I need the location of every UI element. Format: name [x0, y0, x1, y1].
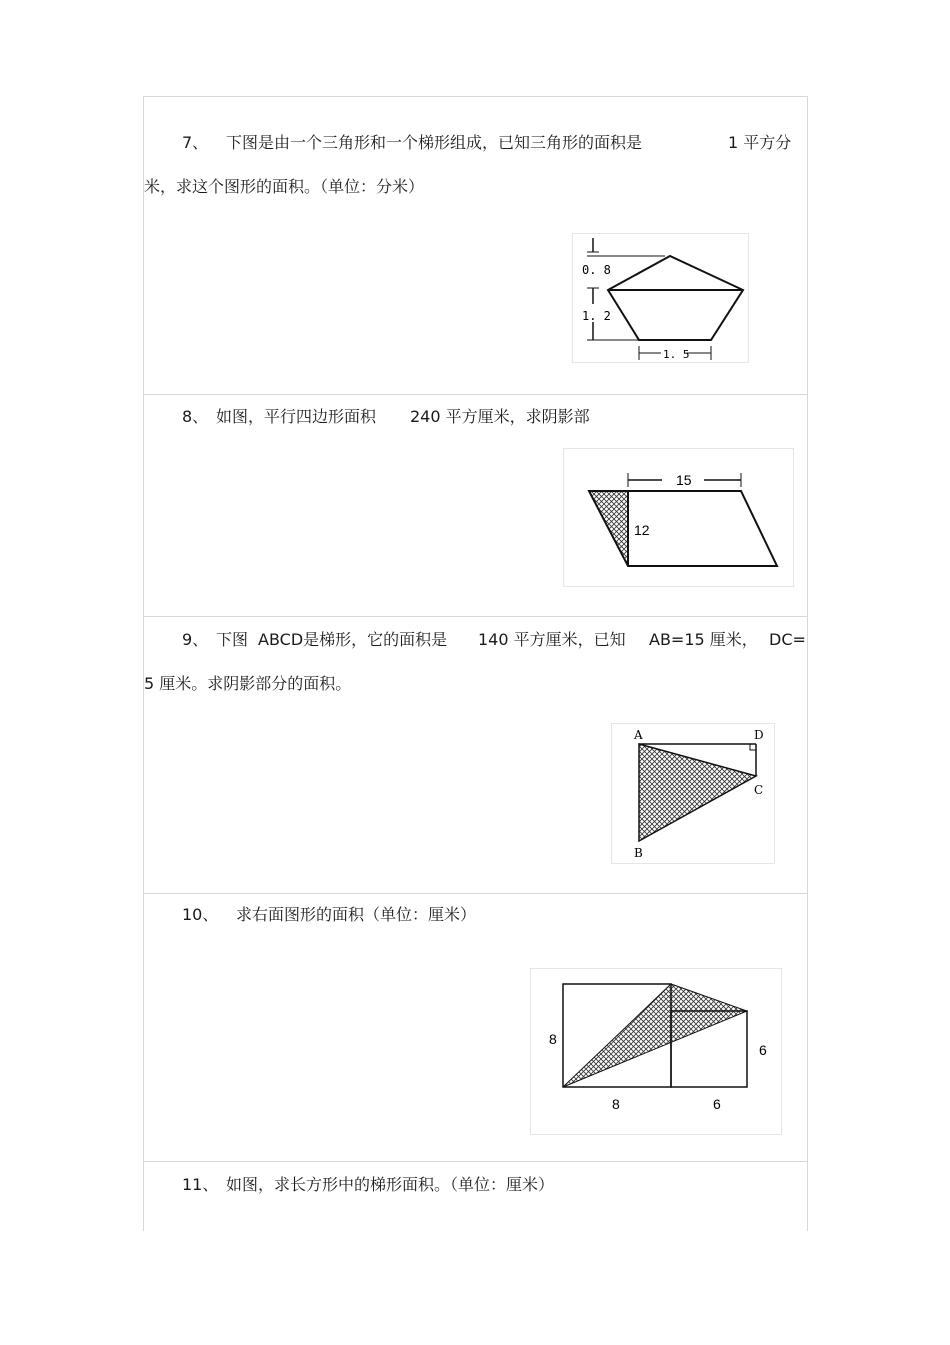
label-bottom-8: 8	[612, 1096, 620, 1112]
problem-text-tail: 240 平方厘米，求阴影部	[410, 407, 590, 426]
problem-number: 8、	[182, 407, 209, 426]
problem-text-e: DC=	[769, 630, 806, 649]
problem-text-a: 下图	[216, 630, 249, 649]
problem-text-c: 140 平方厘米，已知	[478, 630, 626, 649]
problem-text-tail: 1 平方分	[728, 133, 792, 152]
problem-9	[144, 616, 807, 894]
label-d: D	[754, 728, 764, 742]
label-bottom-6: 6	[713, 1096, 721, 1112]
problem-number: 9、	[182, 630, 209, 649]
label-right-6: 6	[759, 1042, 767, 1058]
worksheet	[143, 96, 808, 1231]
label-1-2: 1. 2	[582, 309, 611, 323]
label-15: 15	[676, 472, 692, 488]
label-b: B	[634, 846, 643, 860]
problem-text-line2: 米，求这个图形的面积。（单位：分米）	[144, 177, 425, 196]
label-c: C	[754, 783, 764, 797]
problem-11	[144, 1161, 807, 1231]
label-1-5: 1. 5	[663, 348, 690, 361]
label-12: 12	[634, 522, 650, 538]
squares-figure	[530, 968, 782, 1135]
trapezoid-abcd-figure	[611, 723, 775, 864]
problem-text: 如图，求长方形中的梯形面积。（单位：厘米）	[226, 1175, 555, 1194]
problem-text-line2: 5 厘米。求阴影部分的面积。	[144, 674, 352, 693]
problem-text: 如图，平行四边形面积	[216, 407, 377, 426]
problem-text-d: AB=15 厘米，	[649, 630, 758, 649]
problem-text-b: ABCD是梯形，它的面积是	[258, 630, 448, 649]
label-0-8: 0. 8	[582, 263, 611, 277]
label-a: A	[634, 728, 643, 742]
label-left-8: 8	[549, 1031, 557, 1047]
problem-number: 10、	[182, 905, 219, 924]
problem-number: 7、	[182, 133, 209, 152]
problem-8	[144, 394, 807, 617]
problem-10	[144, 893, 807, 1162]
problem-7	[144, 97, 807, 395]
problem-number: 11、	[182, 1175, 219, 1194]
problem-text: 下图是由一个三角形和一个梯形组成，已知三角形的面积是	[226, 133, 643, 152]
problem-text: 求右面图形的面积（单位：厘米）	[236, 905, 477, 924]
parallelogram-figure	[563, 448, 794, 587]
pentagon-figure	[572, 233, 749, 363]
